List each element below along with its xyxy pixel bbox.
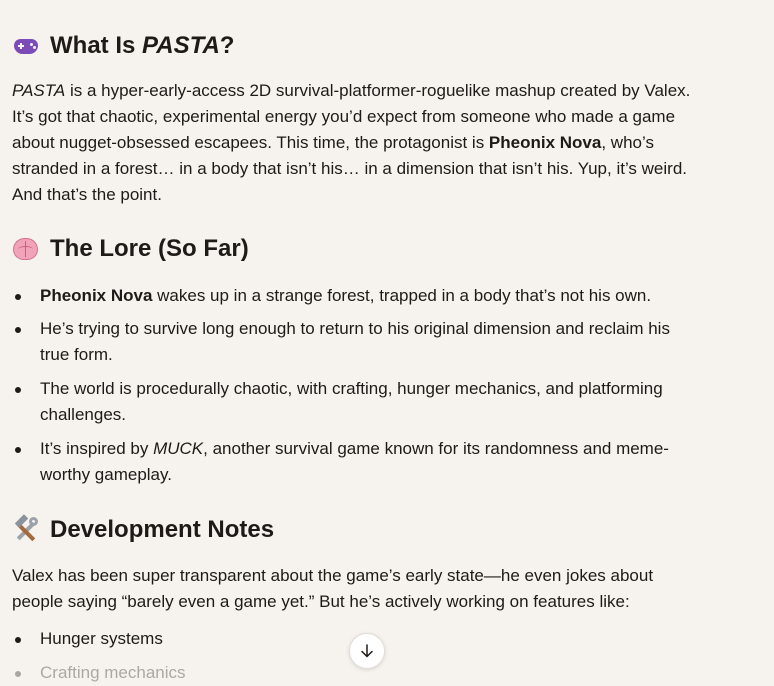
video-game-controller-icon [12, 32, 40, 60]
intro-line-2: It’s got that chaotic, experimental energy you’d expect from someone who made a game [12, 107, 676, 126]
list-item-text-line-2: true form. [40, 345, 113, 364]
muck-italic: MUCK [153, 439, 204, 458]
intro-paragraph [12, 78, 712, 208]
bullet-dot [15, 637, 21, 643]
heading-dev-text: Development Notes [50, 516, 275, 543]
bullet-dot [15, 294, 21, 300]
intro-line-4: stranded in a forest… in a body that isn’t his… in a dimension that isn’t his. Yup, it’s weird. [12, 159, 688, 178]
dev-notes-paragraph [12, 563, 712, 615]
brain-icon [12, 235, 40, 263]
game-name-italic: PASTA [12, 81, 66, 100]
intro-line-1: is a hyper-early-access 2D survival-platformer-roguelike mashup created by Valex. [65, 81, 691, 100]
heading-text-after: ? [219, 32, 235, 59]
heading-what-is-pasta [12, 30, 234, 62]
intro-line-5: And that’s the point. [12, 185, 162, 204]
hammer-and-wrench-icon [12, 516, 40, 544]
dev-line-1: Valex has been super transparent about the game’s early state—he even jokes about [12, 566, 654, 585]
heading-development-notes [12, 514, 274, 546]
list-item-text: wakes up in a strange forest, trapped in a body that’s not his own. [152, 286, 652, 305]
heading-text-before: What Is [50, 32, 143, 59]
list-item-text-line-1-end: , another survival game known for its randomness and meme- [203, 439, 669, 458]
list-item-text: Crafting mechanics [40, 663, 186, 682]
intro-line-3: about nugget-obsessed escapees. This time, the protagonist is [12, 133, 489, 152]
list-item-text-line-1: The world is procedurally chaotic, with crafting, hunger mechanics, and platforming [40, 379, 663, 398]
dev-line-2: people saying “barely even a game yet.” But he’s actively working on features like: [12, 592, 630, 611]
heading-lore [12, 233, 249, 265]
protagonist-name-bold: Pheonix Nova [40, 286, 153, 305]
intro-line-3-end: , who’s [601, 133, 654, 152]
list-item-text-line-1: It’s inspired by [40, 439, 154, 458]
bullet-dot [15, 387, 21, 393]
bullet-dot [15, 327, 21, 333]
bullet-dot [15, 447, 21, 453]
list-item-text-line-1: He’s trying to survive long enough to return to his original dimension and reclaim his [40, 319, 670, 338]
list-item-text-line-2: worthy gameplay. [40, 465, 172, 484]
arrow-down-icon [359, 643, 375, 659]
list-item-text: Hunger systems [40, 629, 163, 648]
list-item-text-line-2: challenges. [40, 405, 127, 424]
scroll-to-bottom-button[interactable] [349, 633, 385, 669]
heading-italic-title: PASTA [142, 32, 220, 59]
heading-lore-text: The Lore (So Far) [50, 235, 249, 262]
bullet-dot [15, 671, 21, 677]
protagonist-name: Pheonix Nova [488, 133, 602, 152]
